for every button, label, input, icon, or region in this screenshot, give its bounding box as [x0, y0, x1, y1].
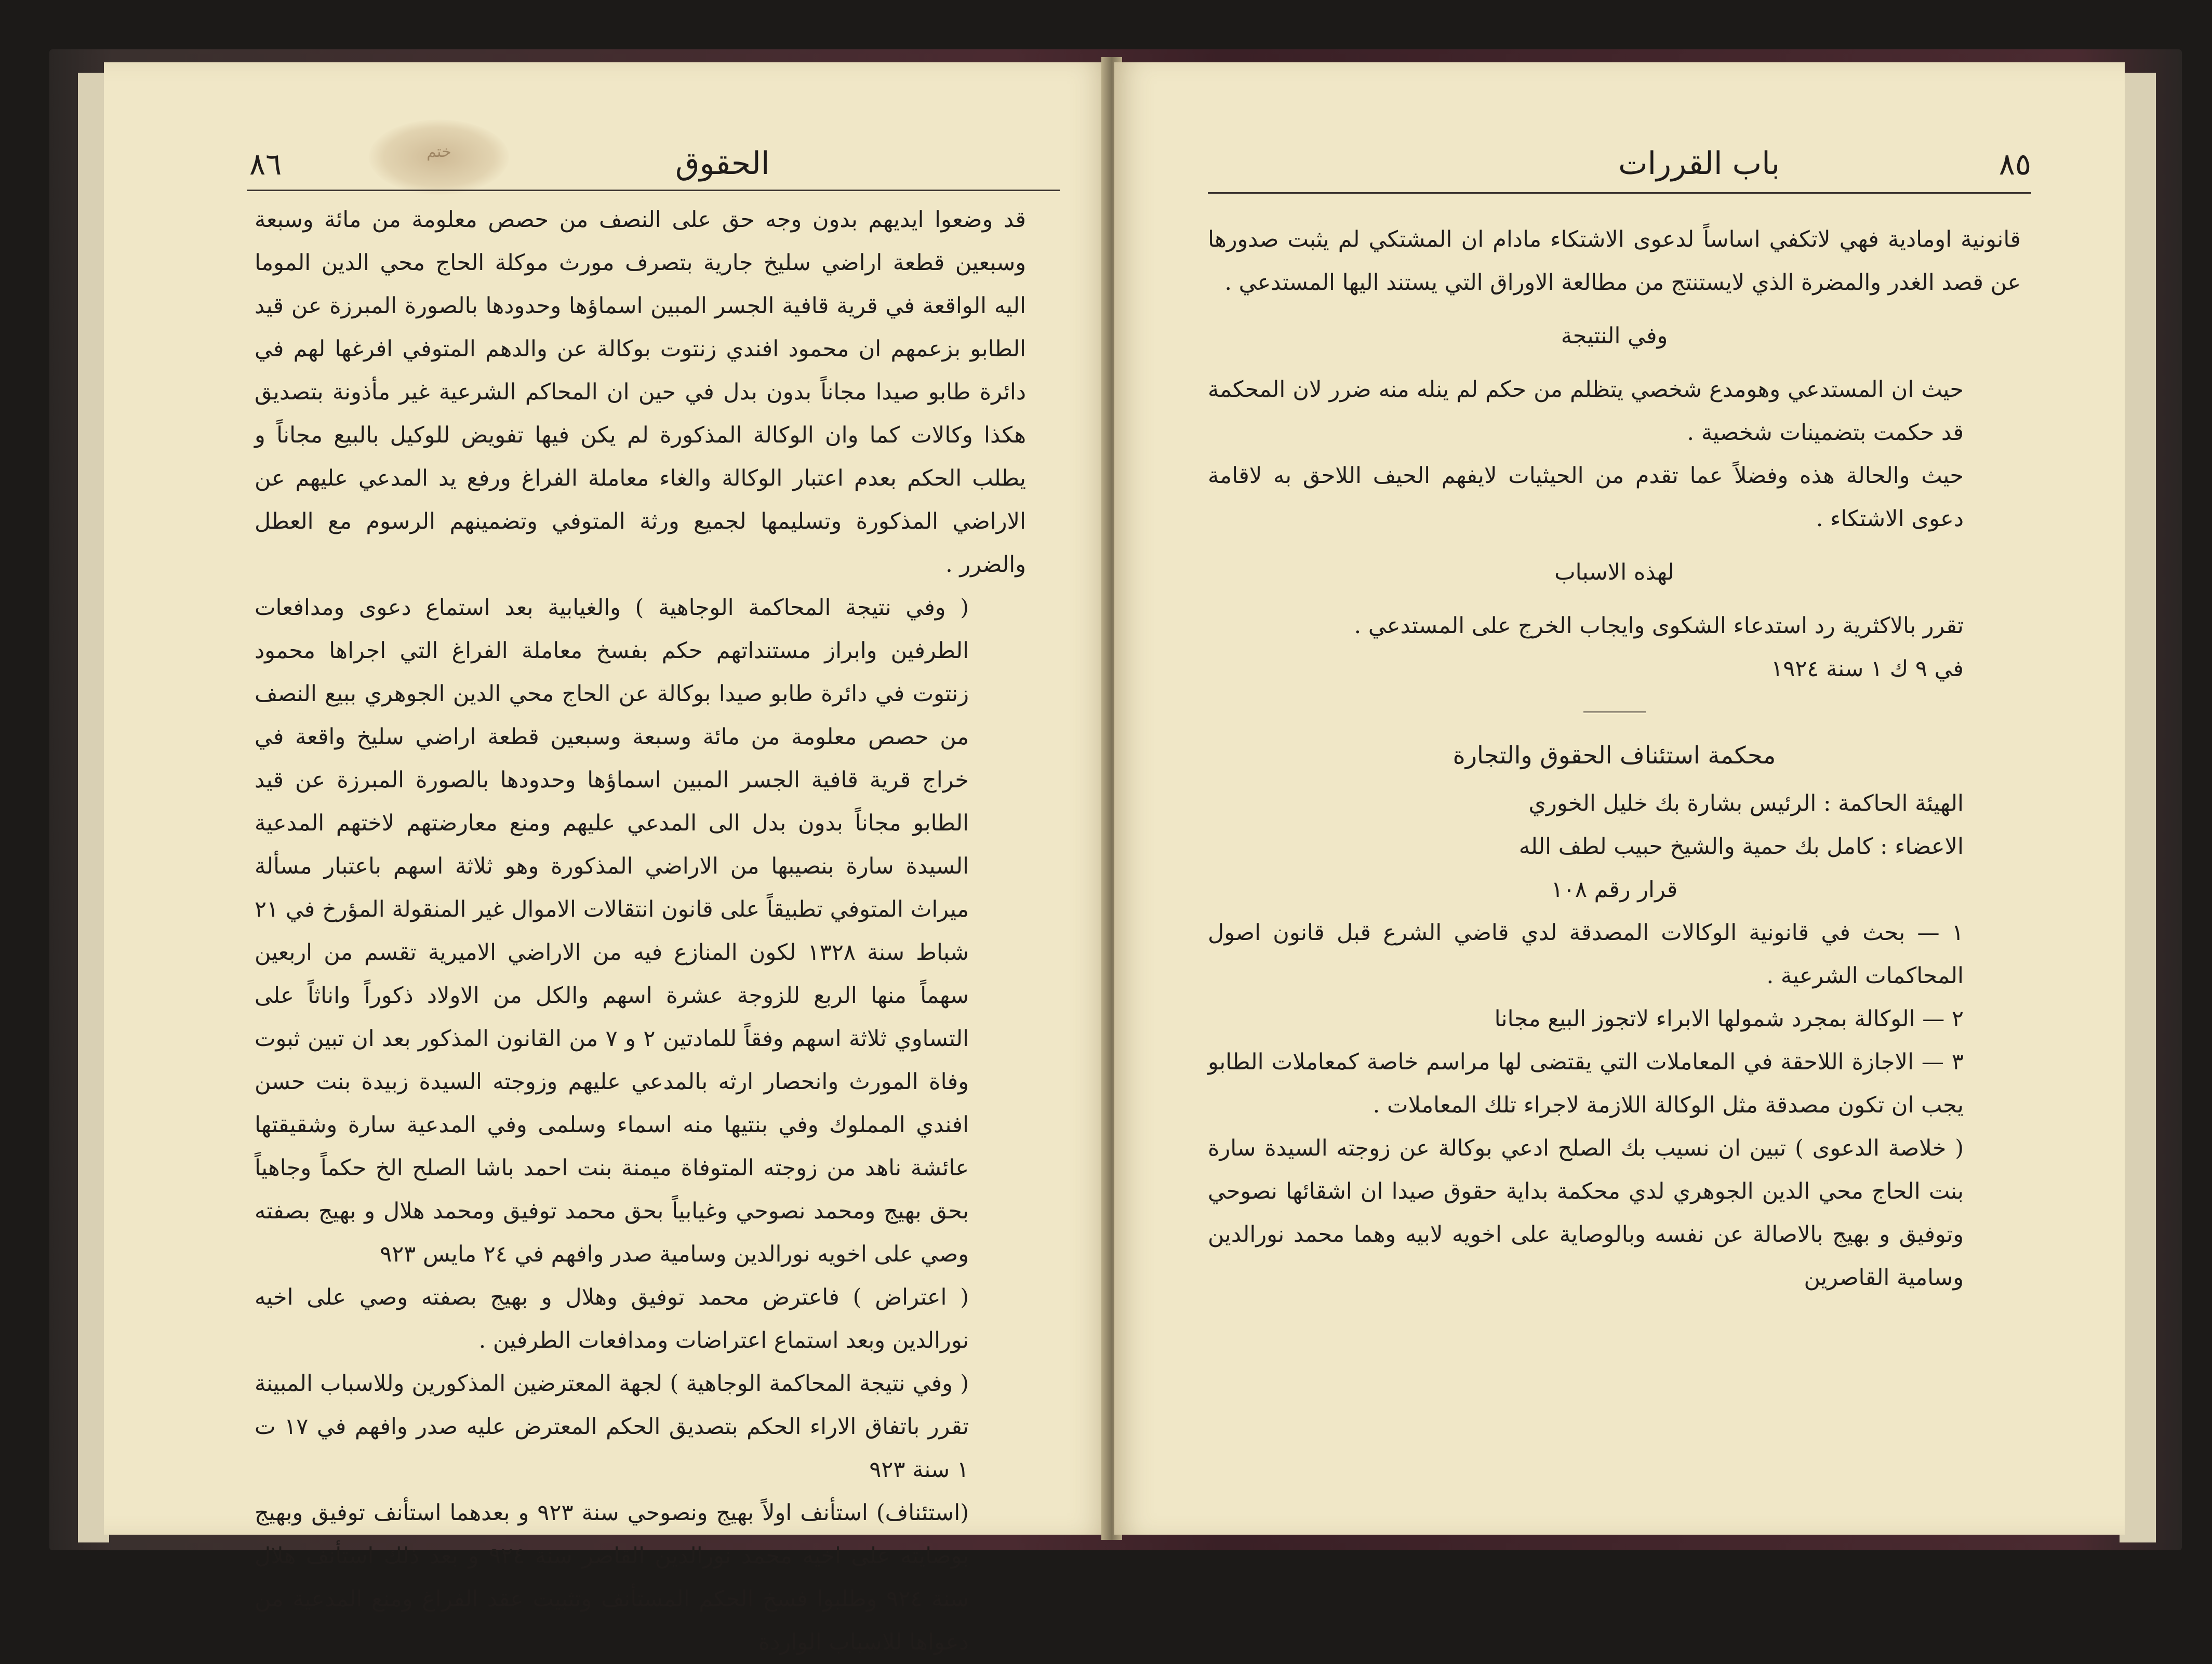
paragraph: حيث والحالة هذه وفضلاً عما تقدم من الحيثيات لايفهم الحيف اللاحق به لاقامة دعوى الاشتكاء .	[1208, 463, 1964, 532]
page-number: ٨٦	[249, 146, 282, 182]
decision-date: في ٩ ك ١ سنة ١٩٢٤	[1771, 656, 1964, 682]
court-panel: الهيئة الحاكمة : الرئيس بشارة بك خليل الخوري	[1528, 790, 1964, 816]
left-page-body	[255, 198, 1026, 1664]
court-name: محكمة استئناف الحقوق والتجارة	[1453, 741, 1776, 769]
right-page-edges	[2120, 73, 2156, 1542]
header-rule	[247, 190, 1060, 191]
paragraph: ( وفي نتيجة المحاكمة الوجاهية ) والغيابية بعد استماع دعوى ومدافعات الطرفين وابراز مستنداتهم حكم بفسخ معاملة الفراغ التي اجراها محمود زنتوت في دائرة طابو صيدا بوكالة عن الحاج محي الدين الجوهري ببيع النصف من حصص معلومة من مائة وسبعة وسبعين قطعة اراضي سليخ واقعة في خراج قرية قافية الجسر المبين اسماؤها وحدودها بالصورة المبرزة عن قيد الطابو مجاناً بدون بدل الى المدعي عليهم ومنع معارضتهم لاختهم المدعية السيدة سارة بنصيبها من الاراضي المذكورة وهو ثلاثة اسهم باعتبار مسألة ميراث المتوفي تطبيقاً على قانون انتقالات الاموال غير المنقولة المؤرخ في ٢١ شباط سنة ١٣٢٨ لكون المنازع فيه من الاراضي الاميرية تقسم من اربعين سهماً منها الربع للزوجة عشرة اسهم والكل من الاولاد ذكوراً واناثاً على التساوي ثلاثة اسهم وفقاً للمادتين ٢ و ٧ من القانون المذكور بعد ان تبين ثبوت وفاة المورث وانحصار ارثه بالمدعي عليهم وزوجته السيدة زبيدة بنت حسن افندي المملوك وفي بنتيها منه اسماء وسلمى وفي المدعية سارة وشقيقتها عائشة ناهد من زوجته المتوفاة ميمنة بنت احمد باشا الصلح الخ حكماً وجاهياً بحق بهيج ومحمد نصوحي وغيابياً بحق محمد توفيق ومحمد هلال و بهيج بصفته وصي على اخويه نورالدين وسامية صدر وافهم في ٢٤ مايس ٩٢٣	[255, 595, 969, 1267]
header-rule	[1208, 192, 2031, 194]
paragraph: ( وفي نتيجة المحاكمة الوجاهية ) لجهة المعترضين المذكورين وللاسباب المبينة تقرر باتفاق الاراء الحكم بتصديق الحكم المعترض عليه صدر وافهم في ١٧ ت ١ سنة ٩٢٣	[255, 1371, 969, 1483]
right-page-header	[1208, 130, 2031, 187]
paragraph: ( اعتراض ) فاعترض محمد توفيق وهلال و بهيج بصفته وصي على اخيه نورالدين وبعد استماع اعتراضات ومدافعات الطرفين .	[255, 1284, 969, 1353]
library-stamp: ختم	[369, 119, 509, 195]
section-heading: وفي النتيجة	[1561, 323, 1668, 349]
page-number: ٨٥	[1998, 146, 2031, 182]
decision-number: قرار رقم ١٠٨	[1551, 877, 1678, 903]
decision-text: تقرر بالاكثرية رد استدعاء الشكوى وايجاب الخرج على المستدعي .	[1354, 613, 1964, 639]
paragraph: ( خلاصة الدعوى ) تبين ان نسيب بك الصلح ادعي بوكالة عن زوجته السيدة سارة بنت الحاج محي الدين الجوهري لدي محكمة بداية حقوق صيدا ان اشقائها نصوحي وتوفيق و بهيج بالاصالة عن نفسه وبالوصاية على اخويه لابيه وهما محمد نورالدين وسامية القاصرين	[1208, 1135, 1964, 1291]
section-divider	[1583, 712, 1646, 713]
paragraph: حيث ان المستدعي وهومدع شخصي يتظلم من حكم لم ينله منه ضرر لان المحكمة قد حكمت بتضمينات شخصية .	[1208, 377, 1964, 446]
paragraph: قد وضعوا ايديهم بدون وجه حق على النصف من حصص معلومة من مائة وسبعة وسبعين قطعة اراضي سليخ جارية بتصرف مورث موكلة الحاج محي الدين الموما اليه الواقعة في قرية قافية الجسر المبين اسماؤها وحدودها بالصورة المبرزة عن قيد الطابو بزعمهم ان محمود افندي زنتوت بوكالة عن والدهم المتوفي افرغها لهم في دائرة طابو صيدا مجاناً بدون بدل في حين ان المحاكم الشرعية غير مأذونة بتصديق هكذا وكالات كما وان الوكالة المذكورة لم يكن فيها تفويض للوكيل بالبيع مجاناً و يطلب الحكم بعدم اعتبار الوكالة والغاء معاملة الفراغ ورفع يد المدعي عليهم عن الاراضي المذكورة وتسليمها لجميع ورثة المتوفي وتضمينهم الرسوم مع العطل والضرر .	[255, 207, 1026, 578]
left-page	[104, 62, 1109, 1655]
paragraph: قانونية اومادية فهي لاتكفي اساساً لدعوى الاشتكاء مادام ان المشتكي لم يثبت صدورها عن قصد الغدر والمضرة الذي لايستنتج من مطالعة الاوراق التي يستند اليها المستدعي .	[1208, 226, 2021, 296]
running-title: باب القررات	[1618, 145, 1780, 182]
paragraph: (استئناف) استأنف اولاً بهيج ونصوحي سنة ٩٢٣ و بعدهما استأنف توفيق وبهيج بوصايته على اخيه محمد نورالدين القاصر سنة ٩٢٤ و بعد ذلك استأنف هلال سنة ٩٢٤ وطلبوا فسخ الحكم المستأنف وتثبيت عقد الفراغ ومنع المدعية من دعواها للاسباب الواردة	[255, 1500, 969, 1655]
court-members: الاعضاء : كامل بك حمية والشيخ حبيب لطف الله	[1518, 834, 1964, 860]
summary-point: ١ — بحث في قانونية الوكالات المصدقة لدي قاضي الشرع قبل قانون اصول المحاكمات الشرعية .	[1208, 920, 1964, 989]
running-title: الحقوق	[675, 145, 770, 182]
section-heading: لهذه الاسباب	[1554, 559, 1674, 585]
summary-point: ٣ — الاجازة اللاحقة في المعاملات التي يقتضى لها مراسم خاصة كمعاملات الطابو يجب ان تكون مصدقة مثل الوكالة اللازمة لاجراء تلك المعاملات .	[1208, 1049, 1964, 1118]
right-page	[1114, 62, 2125, 1535]
left-page-header	[249, 130, 1031, 187]
summary-point: ٢ — الوكالة بمجرد شمولها الابراء لاتجوز البيع مجانا	[1494, 1006, 1964, 1032]
right-page-body	[1208, 218, 2021, 1299]
